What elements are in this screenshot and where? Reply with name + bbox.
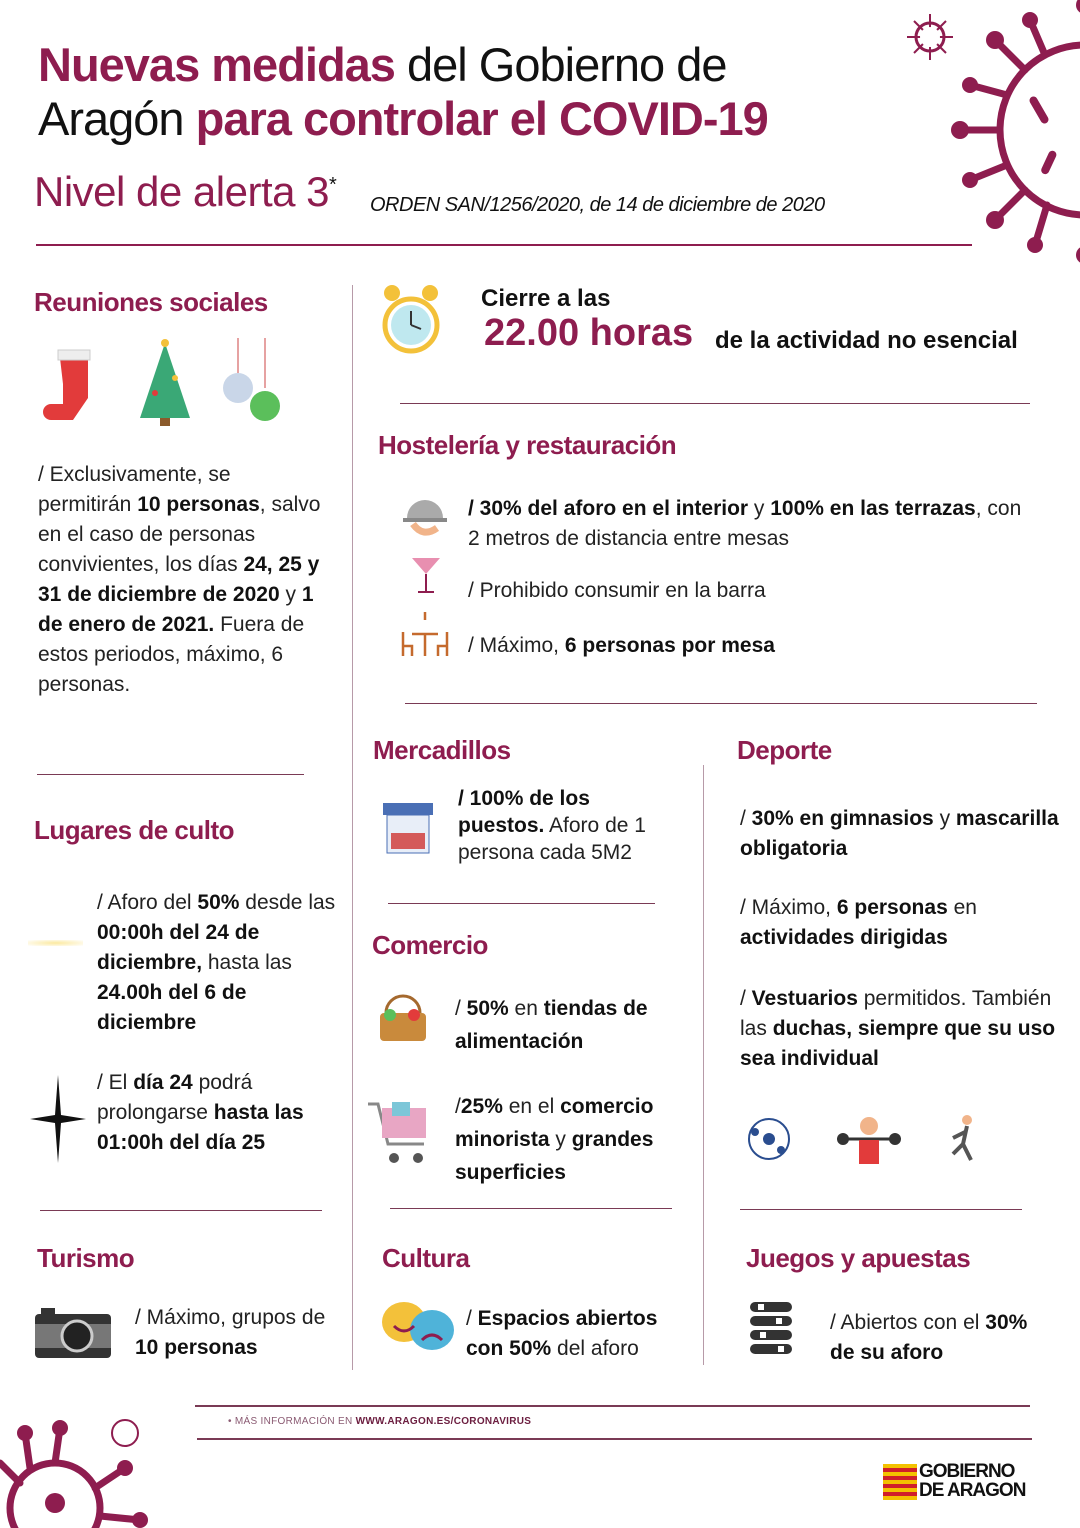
hosteleria-text-1 [468,494,1038,554]
text-bold: tiendas de alimentación [455,997,648,1053]
alarm-clock-icon [380,283,442,359]
virus-icon [935,0,1080,265]
text-bold: día 24 [133,1071,193,1094]
mercadillos-text [458,785,673,866]
column-divider [352,285,353,1370]
divider [405,703,1037,704]
order-reference: ORDEN SAN/1256/2020, de 14 de diciembre de 2020 [370,194,825,216]
text-segment: desde las [239,891,336,914]
aragon-flag-icon [883,1464,917,1500]
comercio-text-2 [455,1090,695,1189]
text-bold: 10 personas [137,493,260,516]
shopping-cart-icon [368,1100,432,1166]
text-segment: Fuera de estos periodos, máximo, 6 personas. [38,613,305,696]
table-chairs-icon [400,612,450,658]
virus-icon-bottom [0,1408,150,1528]
text-bold: grandes superficies [455,1128,654,1184]
divider [40,1210,322,1211]
comercio-heading: Comercio [372,930,488,960]
column-divider [703,765,704,1365]
text-segment: / Exclusivamente, se permitirán [38,463,231,516]
market-stall-icon [383,803,433,855]
text-bold: comercio minorista [455,1095,654,1151]
sport-icons [745,1112,985,1170]
text-bold: Vestuarios [751,987,858,1010]
text-segment: en [508,997,544,1020]
gobierno-aragon-logo [883,1462,1038,1502]
text-bold: 100% en las terrazas [770,497,976,520]
text-bold: 24.00h del 6 de diciembre [97,981,247,1034]
title-line-1 [38,38,726,92]
divider [37,774,304,775]
divider [390,1208,672,1209]
divider [197,1438,1032,1440]
text-bold: / 100% de los puestos. [458,787,590,837]
text-bold: 6 personas por mesa [564,634,775,657]
runner-icon [953,1115,972,1160]
cierre-line-2: de la actividad no esencial [715,327,1018,354]
text-segment: del aforo [551,1337,639,1360]
reuniones-heading: Reuniones sociales [34,287,268,317]
grocery-basket-icon [376,993,430,1045]
text-segment: y [279,583,302,606]
cultura-heading: Cultura [382,1243,470,1273]
deporte-text-2 [740,893,1060,953]
hosteleria-heading: Hostelería y restauración [378,430,677,460]
text-segment: , con 2 metros de distancia entre mesas [468,497,1022,550]
text-bold: hasta las 01:00h del día 25 [97,1101,304,1154]
cultura-text [466,1304,696,1364]
mercadillos-heading: Mercadillos [373,735,511,765]
text-bold: Nuevas medidas [38,38,395,91]
culto-text-1 [97,888,347,1038]
glow-icon [28,940,83,946]
text-bold: 25% [460,1095,503,1118]
juegos-text [830,1308,1050,1368]
divider [388,903,655,904]
logo-text [919,1462,1025,1500]
text-segment: y [933,807,956,830]
turismo-text [135,1303,335,1363]
text-bold: para controlar el COVID-19 [195,92,768,145]
logo-line-1: GOBIERNO [919,1461,1015,1482]
text-bold: 30% de su aforo [830,1311,1028,1364]
text-bold: 30% en gimnasios [751,807,934,830]
alert-level [34,168,336,216]
cierre-time: 22.00 horas [484,312,694,354]
text-segment: , salvo en el caso de personas convivientes, los días [38,493,321,576]
small-virus-icon [905,12,955,62]
text-bold: 10 personas [135,1336,258,1359]
text-bold: 6 personas [836,896,948,919]
turismo-heading: Turismo [37,1243,135,1273]
text-segment: / [455,997,467,1020]
theater-masks-icon [380,1300,456,1352]
christmas-tree-icon [140,339,190,426]
text-segment: Aragón [38,92,196,145]
text-bold: duchas, siempre que su uso sea individual [740,1017,1056,1070]
text-segment: / Máximo, [468,634,565,657]
camera-icon [35,1308,111,1358]
text-segment: en [947,896,977,919]
text-bold: 50% [466,997,509,1020]
text-segment: / [740,807,752,830]
hosteleria-text-2 [468,576,766,606]
text-segment: / Máximo, [740,896,837,919]
text-bold: 24, 25 y 31 de diciembre de 2020 [38,553,320,606]
text-segment: hasta las [202,951,292,974]
text-segment: / [740,987,752,1010]
stocking-icon [43,350,90,420]
text-bold: 00:00h del 24 de diciembre, [97,921,260,974]
text-bold: actividades dirigidas [740,926,948,949]
cocktail-icon [410,550,442,595]
text-segment: / Aforo del [97,891,198,914]
ornaments-icon [223,338,280,421]
text-segment: / Abiertos con el [830,1311,986,1334]
text-segment: / [466,1307,478,1330]
text-bold: Espacios abiertos con 50% [466,1307,658,1360]
culto-heading: Lugares de culto [34,815,235,845]
text-bold: 50% [197,891,240,914]
text-bold: / 30% del aforo en el interior [468,497,749,520]
divider [195,1405,1030,1407]
cloche-icon [403,492,447,540]
cierre-line-1: Cierre a las [481,285,611,312]
more-info: • MÁS INFORMACIÓN EN WWW.ARAGON.ES/CORONAVIRUS [228,1416,532,1427]
divider [36,244,972,246]
juegos-heading: Juegos y apuestas [746,1243,971,1273]
comercio-text-1 [455,992,690,1058]
poker-chips-icon [748,1300,794,1358]
text-segment: Aforo de 1 persona cada 5M2 [458,814,646,864]
logo-line-2: DE ARAGON [919,1480,1026,1501]
text-segment: podrá prolongarse [97,1071,253,1124]
reuniones-text [38,460,323,700]
divider [740,1209,1022,1210]
star-icon [30,1075,86,1163]
divider [400,403,1030,404]
culto-text-2 [97,1068,347,1158]
text-bold: mascarilla obligatoria [740,807,1059,860]
text-segment: / El [97,1071,134,1094]
christmas-icons [40,338,290,430]
text-segment: del Gobierno de [394,38,727,91]
hosteleria-text-3 [468,631,775,661]
text-segment: y [748,497,771,520]
weightlifter-icon [837,1117,901,1164]
soccer-ball-icon [749,1119,789,1159]
deporte-text-1 [740,804,1060,864]
text-segment: en el [502,1095,561,1118]
deporte-text-3 [740,984,1060,1074]
alert-level-text: Nivel de alerta 3 [34,168,329,215]
text-bold: 1 de enero de 2021. [38,583,314,636]
deporte-heading: Deporte [737,735,832,765]
text-segment: / Máximo, grupos de [135,1306,326,1329]
more-info-label: MÁS INFORMACIÓN EN [234,1416,356,1427]
more-info-link[interactable]: WWW.ARAGON.ES/CORONAVIRUS [355,1416,532,1427]
text-segment: y [549,1128,572,1151]
text-segment: / Prohibido consumir en la barra [468,579,766,602]
text-segment: permitidos. También las [740,987,1052,1040]
title-line-2 [38,92,768,146]
text-segment: / [455,1095,461,1118]
alert-footnote-mark: * [329,174,337,196]
